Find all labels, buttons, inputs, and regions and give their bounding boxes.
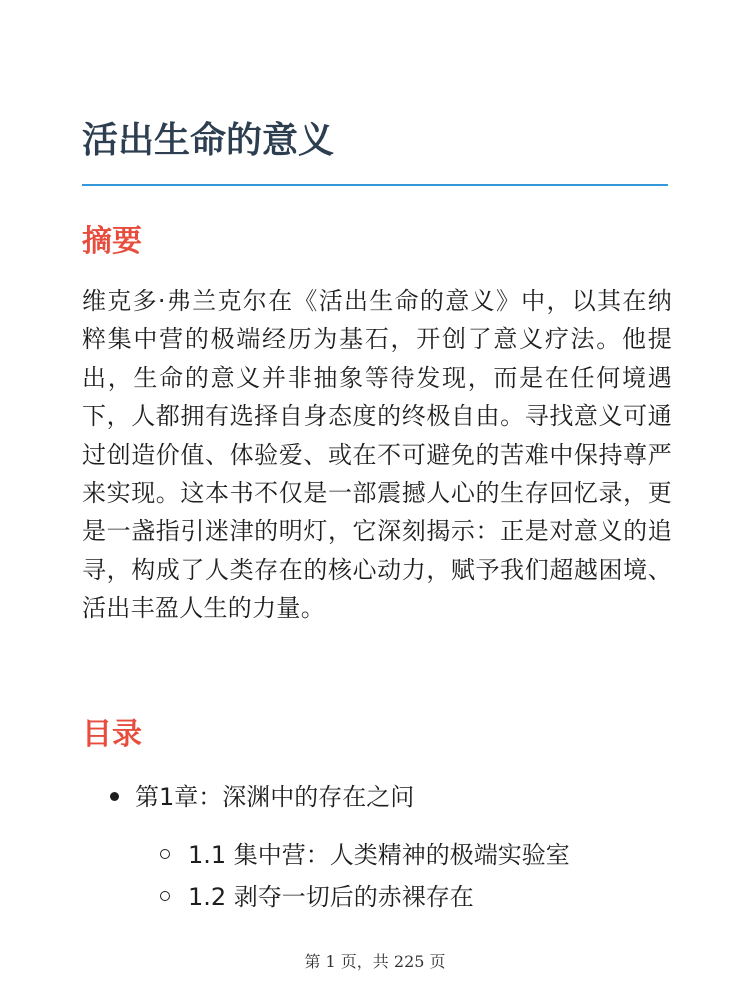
abstract-heading: 摘要 bbox=[82, 224, 142, 259]
toc-section-label: 1.1 集中营：人类精神的极端实验室 bbox=[188, 841, 570, 869]
abstract-body: 维克多·弗兰克尔在《活出生命的意义》中，以其在纳粹集中营的极端经历为基石，开创了意义疗法。他提出，生命的意义并非抽象等待发现，而是在任何境遇下，人都拥有选择自身态度的终极自由。寻找意义可通过创造价值、体验爱、或在不可避免的苦难中保持尊严来实现。这本书不仅是一部震撼人心的生存回忆录，更是一盏指引迷津的明灯，它深刻揭示：正是对意义的追寻，构成了人类存在的核心动力，赋予我们超越困境、活出丰盈人生的力量。 bbox=[82, 287, 672, 623]
bullet-circle-icon bbox=[160, 849, 170, 859]
toc-section-1-1[interactable] bbox=[160, 838, 570, 872]
bullet-circle-icon bbox=[160, 891, 170, 901]
toc-section-label: 1.2 剥夺一切后的赤裸存在 bbox=[188, 883, 474, 911]
bullet-disc-icon bbox=[110, 792, 119, 801]
title-divider bbox=[82, 184, 668, 186]
document-title: 活出生命的意义 bbox=[82, 120, 335, 161]
toc-chapter-1[interactable] bbox=[110, 780, 414, 814]
page-footer: 第 1 页，共 225 页 bbox=[304, 952, 446, 971]
toc-heading: 目录 bbox=[82, 717, 142, 752]
toc-chapter-label: 第1章：深渊中的存在之问 bbox=[135, 783, 415, 811]
toc-section-1-2[interactable] bbox=[160, 880, 474, 914]
